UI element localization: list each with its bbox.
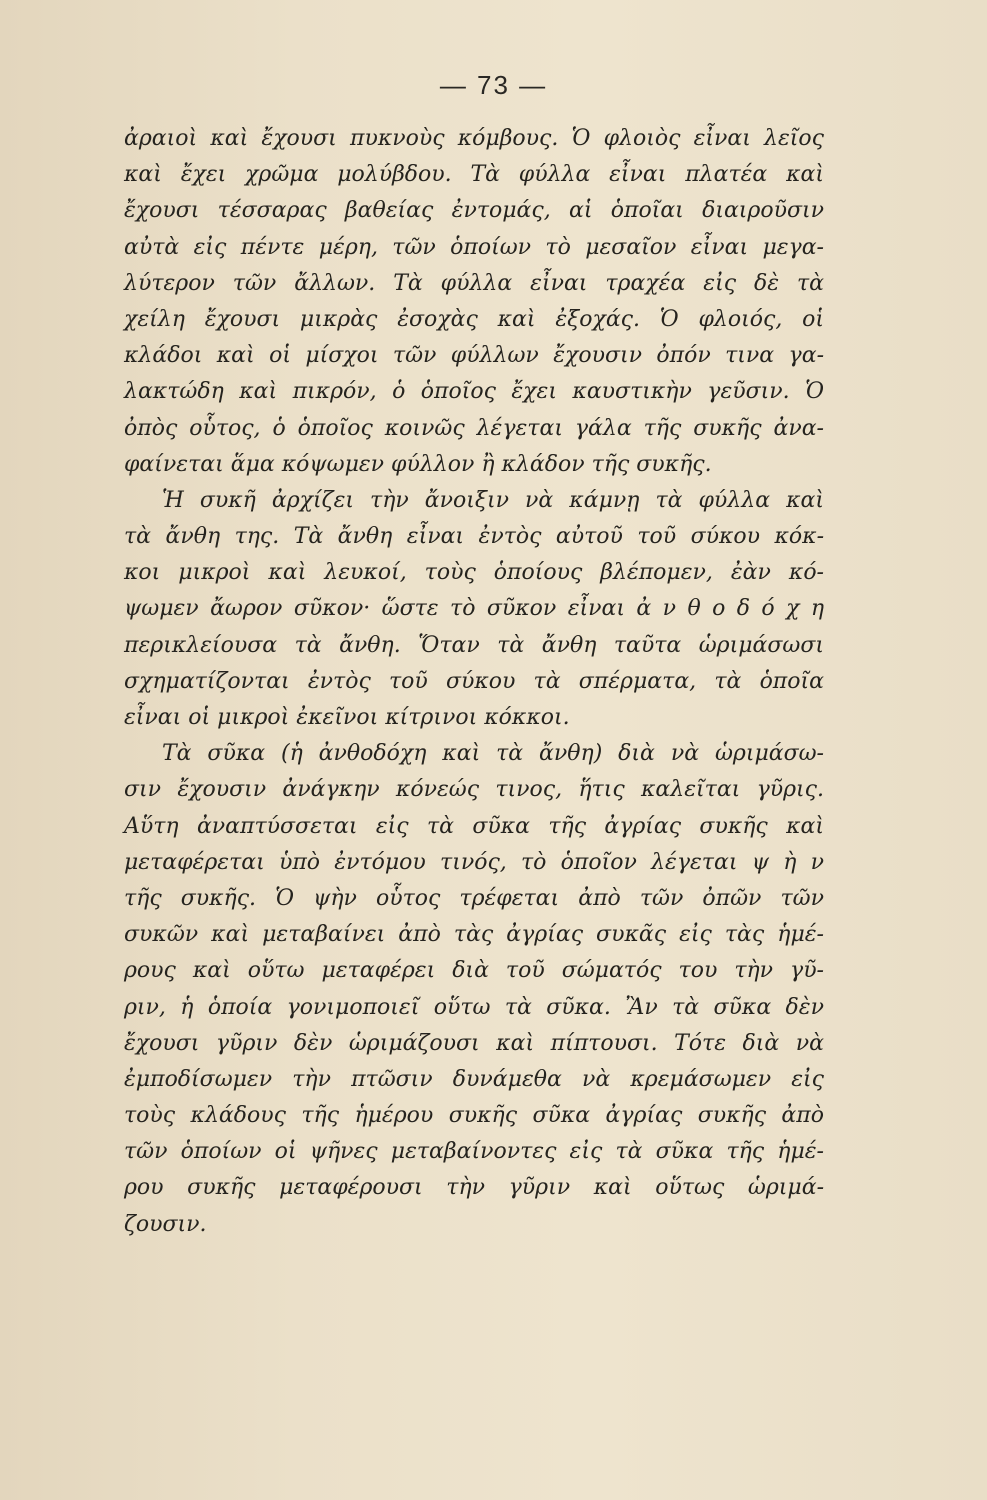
text-line: Ἡ συκῆ ἀρχίζει τὴν ἄνοιξιν νὰ κάμνῃ τὰ φύλλα καὶ (162, 487, 824, 513)
body-text (124, 121, 824, 1243)
text-line: τῶν ὁποίων οἱ ψῆνες μεταβαίνοντες εἰς τὰ σῦκα τῆς ἡμέ- (124, 1139, 824, 1165)
text-line: κλάδοι καὶ οἱ μίσχοι τῶν φύλλων ἔχουσιν ὀπόν τινα γα- (124, 343, 824, 369)
page-number: — 73 — (439, 70, 548, 100)
text-line: Τὰ σῦκα (ἡ ἀνθοδόχη καὶ τὰ ἄνθη) διὰ νὰ ὡριμάσω- (162, 741, 824, 767)
text-line: καὶ ἔχει χρῶμα μολύβδου. Τὰ φύλλα εἶναι πλατέα καὶ (124, 162, 824, 188)
text-line: λακτώδη καὶ πικρόν, ὁ ὁποῖος ἔχει καυστικὴν γεῦσιν. Ὁ (124, 379, 824, 405)
text-line: ἔχουσι γῦριν δὲν ὡριμάζουσι καὶ πίπτουσι. Τότε διὰ νὰ (124, 1030, 824, 1056)
text-line: ἐμποδίσωμεν τὴν πτῶσιν δυνάμεθα νὰ κρεμάσωμεν εἰς (124, 1066, 824, 1092)
text-line: συκῶν καὶ μεταβαίνει ἀπὸ τὰς ἀγρίας συκᾶς εἰς τὰς ἡμέ- (124, 922, 824, 948)
text-line: σχηματίζονται ἐντὸς τοῦ σύκου τὰ σπέρματα, τὰ ὁποῖα (124, 668, 824, 694)
text-line: χείλη ἔχουσι μικρὰς ἐσοχὰς καὶ ἐξοχάς. Ὁ φλοιός, οἱ (124, 306, 824, 332)
text-line: σιν ἔχουσιν ἀνάγκην κόνεώς τινος, ἥτις καλεῖται γῦρις. (124, 777, 824, 803)
text-line: λύτερον τῶν ἄλλων. Τὰ φύλλα εἶναι τραχέα εἰς δὲ τὰ (124, 270, 824, 296)
text-line: ρους καὶ οὕτω μεταφέρει διὰ τοῦ σώματός του τὴν γῦ- (124, 958, 824, 984)
text-line: περικλείουσα τὰ ἄνθη. Ὅταν τὰ ἄνθη ταῦτα ὡριμάσωσι (124, 632, 824, 658)
text-line: Αὕτη ἀναπτύσσεται εἰς τὰ σῦκα τῆς ἀγρίας συκῆς καὶ (124, 813, 824, 839)
text-line: ἀραιοὶ καὶ ἔχουσι πυκνοὺς κόμβους. Ὁ φλοιὸς εἶναι λεῖος (124, 126, 824, 151)
text-line: αὐτὰ εἰς πέντε μέρη, τῶν ὁποίων τὸ μεσαῖον εἶναι μεγα- (124, 234, 824, 260)
text-line: φαίνεται ἅμα κόψωμεν φύλλον ἢ κλάδον τῆς συκῆς. (124, 451, 712, 477)
text-line: τοὺς κλάδους τῆς ἡμέρου συκῆς σῦκα ἀγρίας συκῆς ἀπὸ (124, 1103, 824, 1129)
text-line: ριν, ἡ ὁποία γονιμοποιεῖ οὕτω τὰ σῦκα. Ἂν τὰ σῦκα δὲν (124, 994, 824, 1020)
text-line: τῆς συκῆς. Ὁ ψὴν οὗτος τρέφεται ἀπὸ τῶν ὀπῶν τῶν (124, 885, 824, 911)
text-line: ρου συκῆς μεταφέρουσι τὴν γῦριν καὶ οὕτως ὡριμά- (124, 1175, 824, 1201)
text-line: εἶναι οἱ μικροὶ ἐκεῖνοι κίτρινοι κόκκοι. (124, 705, 570, 730)
text-line: τὰ ἄνθη της. Τὰ ἄνθη εἶναι ἐντὸς αὐτοῦ τοῦ σύκου κόκ- (124, 524, 824, 550)
text-line: ψωμεν ἄωρον σῦκον· ὥστε τὸ σῦκον εἶναι ἀ ν θ ο δ ό χ η (124, 596, 824, 622)
text-line: ἔχουσι τέσσαρας βαθείας ἐντομάς, αἱ ὁποῖαι διαιροῦσιν (124, 198, 824, 224)
text-line: ὀπὸς οὗτος, ὁ ὁποῖος κοινῶς λέγεται γάλα τῆς συκῆς ἀνα- (124, 415, 824, 441)
text-line: ζουσιν. (124, 1211, 207, 1237)
text-line: μεταφέρεται ὑπὸ ἐντόμου τινός, τὸ ὁποῖον λέγεται ψ ὴ ν (124, 849, 824, 875)
text-line: κοι μικροὶ καὶ λευκοί, τοὺς ὁποίους βλέπομεν, ἐὰν κό- (124, 560, 824, 586)
